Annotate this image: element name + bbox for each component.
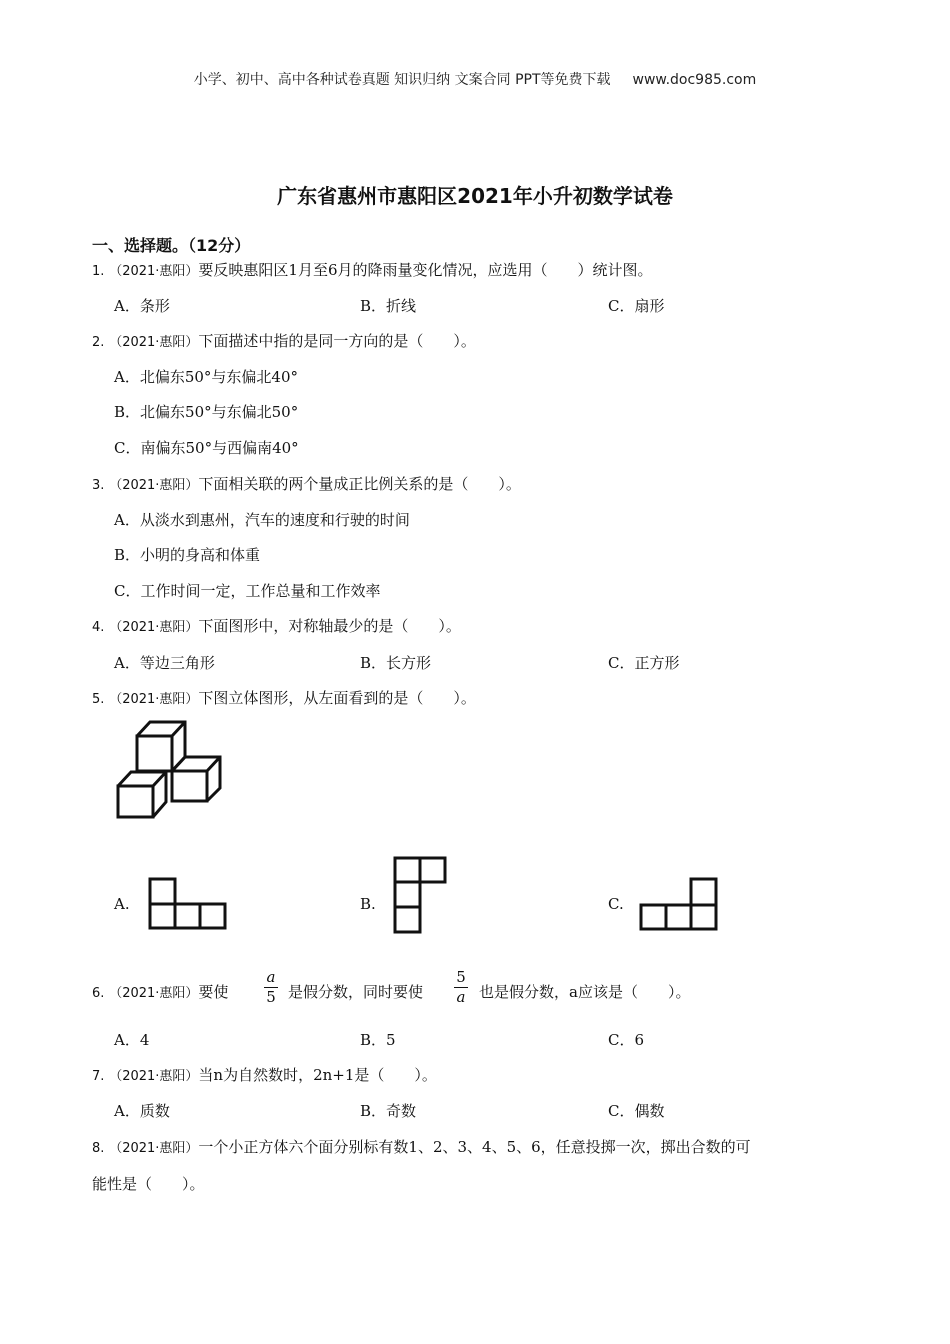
option-b-figure xyxy=(393,856,449,934)
fraction-5-over-a xyxy=(454,969,468,1006)
question-4 xyxy=(92,615,461,636)
question-text: 下面图形中，对称轴最少的是（ ）。 xyxy=(198,617,461,635)
section-heading: 一、选择题。（12分） xyxy=(92,236,251,255)
question-number: 5. xyxy=(92,692,105,707)
question-text: 当n为自然数时，2n+1是（ ）。 xyxy=(198,1066,437,1084)
option-a[interactable]: A．4 xyxy=(114,1031,150,1049)
question-number: 4. xyxy=(92,620,105,635)
option-c[interactable]: C．扇形 xyxy=(608,297,665,315)
option-c[interactable]: C．工作时间一定，工作总量和工作效率 xyxy=(114,582,381,600)
question-number: 6. xyxy=(92,986,105,1001)
page-header xyxy=(0,69,950,89)
fraction-a-over-5 xyxy=(264,969,278,1006)
question-text: 下面相关联的两个量成正比例关系的是（ ）。 xyxy=(198,475,521,493)
question-source: （2021·惠阳） xyxy=(109,264,199,279)
option-b[interactable]: B. xyxy=(360,895,376,913)
option-a[interactable]: A．等边三角形 xyxy=(114,654,215,672)
question-3 xyxy=(92,473,521,494)
question-text: 下图立体图形，从左面看到的是（ ）。 xyxy=(198,689,476,707)
question-source: （2021·惠阳） xyxy=(109,335,199,350)
option-b[interactable]: B．折线 xyxy=(360,297,417,315)
question-6-text-3: 也是假分数，a应该是（ ）。 xyxy=(479,983,691,1001)
question-number: 7. xyxy=(92,1069,105,1084)
option-b[interactable]: B．奇数 xyxy=(360,1102,417,1120)
question-text: 要反映惠阳区1月至6月的降雨量变化情况，应选用（ ）统计图。 xyxy=(198,261,653,279)
fraction-denominator: a xyxy=(456,988,466,1006)
option-a-figure xyxy=(148,876,228,930)
option-c[interactable]: C．6 xyxy=(608,1031,645,1049)
question-source: （2021·惠阳） xyxy=(109,1069,199,1084)
question-6 xyxy=(92,981,228,1002)
question-number: 3. xyxy=(92,478,105,493)
option-c[interactable]: C．正方形 xyxy=(608,654,680,672)
question-source: （2021·惠阳） xyxy=(109,692,199,707)
option-a[interactable]: A．条形 xyxy=(114,297,170,315)
question-source: （2021·惠阳） xyxy=(109,1141,199,1156)
question-number: 1. xyxy=(92,264,105,279)
cube-figure xyxy=(112,716,224,822)
option-a[interactable]: A．北偏东50°与东偏北40° xyxy=(114,368,299,386)
option-b[interactable]: B．北偏东50°与东偏北50° xyxy=(114,403,299,421)
question-8-continuation: 能性是（ ）。 xyxy=(92,1175,205,1193)
question-source: （2021·惠阳） xyxy=(109,478,199,493)
question-source: （2021·惠阳） xyxy=(109,620,199,635)
option-a[interactable]: A．从淡水到惠州，汽车的速度和行驶的时间 xyxy=(114,511,410,529)
question-source: （2021·惠阳） xyxy=(109,986,199,1001)
header-tagline: 小学、初中、高中各种试卷真题 知识归纳 文案合同 PPT等免费下载 xyxy=(193,72,611,88)
fraction-numerator: 5 xyxy=(456,968,466,986)
option-b[interactable]: B．小明的身高和体重 xyxy=(114,546,261,564)
fraction-numerator: a xyxy=(266,968,276,986)
question-text: 一个小正方体六个面分别标有数1、2、3、4、5、6，任意投掷一次，掷出合数的可 xyxy=(198,1138,751,1156)
question-2 xyxy=(92,330,476,351)
option-c-figure xyxy=(639,876,719,932)
fraction-denominator: 5 xyxy=(266,988,276,1006)
page-title: 广东省惠州市惠阳区2021年小升初数学试卷 xyxy=(277,184,673,208)
header-url[interactable]: www.doc985.com xyxy=(632,72,757,88)
option-b[interactable]: B．长方形 xyxy=(360,654,432,672)
question-1 xyxy=(92,259,653,280)
option-a[interactable]: A. xyxy=(114,895,130,913)
question-number: 8. xyxy=(92,1141,105,1156)
option-a[interactable]: A．质数 xyxy=(114,1102,170,1120)
question-text-part-1: 要使 xyxy=(198,983,229,1001)
question-7 xyxy=(92,1064,437,1085)
option-c[interactable]: C. xyxy=(608,895,624,913)
question-8 xyxy=(92,1136,751,1157)
question-number: 2. xyxy=(92,335,105,350)
question-5 xyxy=(92,687,476,708)
question-text: 下面描述中指的是同一方向的是（ ）。 xyxy=(198,332,476,350)
option-b[interactable]: B．5 xyxy=(360,1031,396,1049)
question-6-text-2: 是假分数，同时要使 xyxy=(288,983,424,1001)
option-c[interactable]: C．偶数 xyxy=(608,1102,665,1120)
option-c[interactable]: C．南偏东50°与西偏南40° xyxy=(114,439,299,457)
